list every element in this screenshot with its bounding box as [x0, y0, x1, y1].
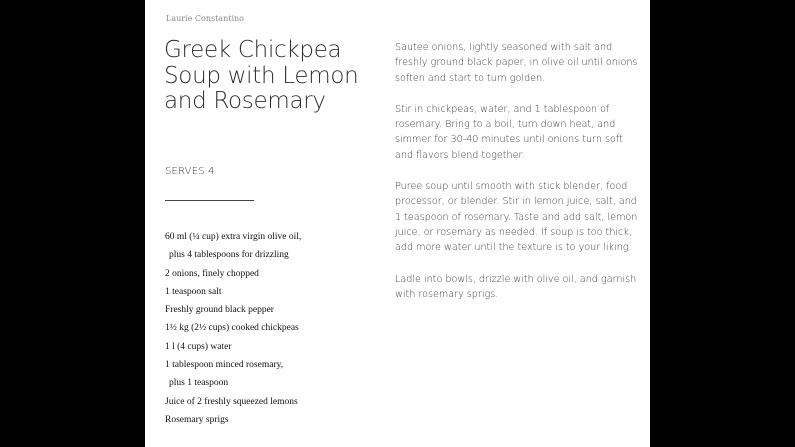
divider: [165, 200, 254, 201]
recipe-page: [145, 0, 650, 447]
ingredient-item: plus 4 tablespoons for drizzling: [169, 250, 289, 261]
direction-step: Puree soup until smooth with stick blender, food processor, or blender. Stir in lemon juice, salt, and 1 teaspoon of rosemary. Taste and add salt, lemon juice, or rosemary as needed. If soup is too thick, add more water until the texture is to your liking.: [395, 181, 638, 254]
ingredient-item: plus 1 teaspoon: [169, 378, 229, 389]
ingredient-item: 1 teaspoon salt: [165, 286, 222, 297]
ingredient-item: 60 ml (¼ cup) extra virgin olive oil,: [165, 232, 302, 242]
direction-step: Ladle into bowls, drizzle with olive oil, and garnish with rosemary sprigs.: [395, 273, 637, 300]
ingredient-item: 2 onions, finely chopped: [165, 268, 259, 279]
directions: [395, 40, 640, 318]
ingredient-item: Rosemary sprigs: [165, 414, 229, 425]
direction-step: Sautee onions, lightly seasoned with salt and freshly ground black paper, in olive oil until onions soften and start to turn golden.: [395, 42, 638, 84]
recipe-title: Greek Chickpea Soup with Lemon and Rosemary: [164, 37, 359, 114]
ingredient-item: Freshly ground black pepper: [165, 305, 274, 316]
ingredients-list: [165, 228, 385, 429]
direction-step: Stir in chickpeas, water, and 1 tablespoon of rosemary. Bring to a boil, turn down heat, and simmer for 30-40 minutes until onions turn soft and flavors blend together.: [395, 103, 623, 161]
serves-label: SERVES 4: [165, 166, 215, 177]
author-name: Laurie Constantino: [166, 14, 244, 23]
ingredient-item: Juice of 2 freshly squeezed lemons: [165, 396, 298, 407]
ingredient-item: 1½ kg (2½ cups) cooked chickpeas: [165, 323, 299, 334]
ingredient-item: 1 tablespoon minced rosemary,: [165, 360, 284, 371]
ingredient-item: 1 l (4 cups) water: [165, 341, 232, 352]
